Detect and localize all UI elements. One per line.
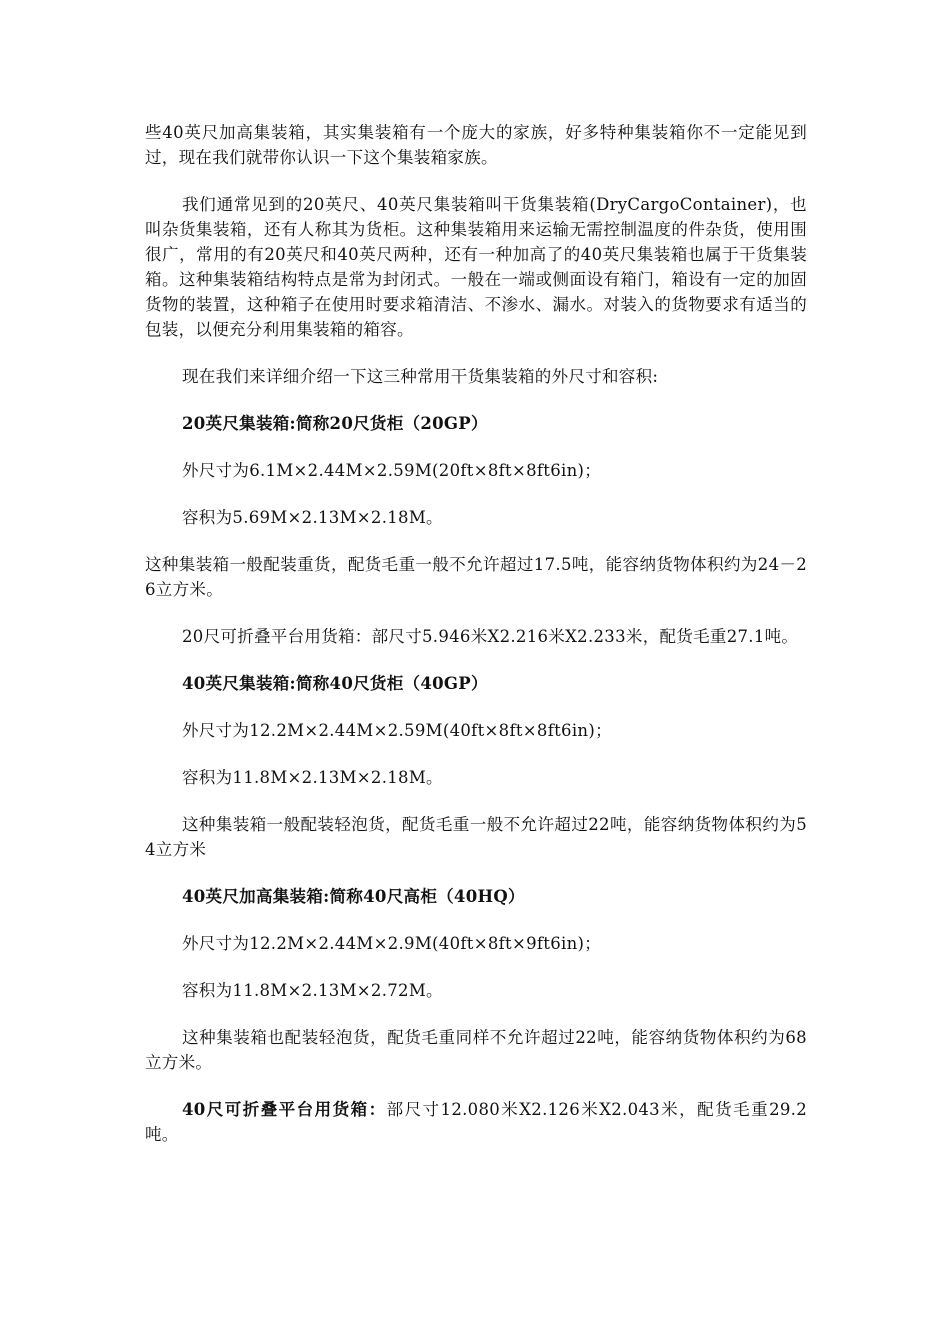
spec-20gp-outer: 外尺寸为6.1M×2.44M×2.59M(20ft×8ft×8ft6in)； — [182, 461, 602, 480]
heading-40hq: 40英尺加高集装箱:简称40尺高柜（40HQ） — [182, 887, 525, 906]
fold-20-paragraph: 20尺可折叠平台用货箱：部尺寸5.946米X2.216米X2.233米，配货毛重27.1吨。 — [182, 627, 799, 646]
section-intro-paragraph: 现在我们来详细介绍一下这三种常用干货集装箱的外尺寸和容积: — [182, 367, 659, 386]
spec-40gp-outer: 外尺寸为12.2M×2.44M×2.59M(40ft×8ft×8ft6in)； — [182, 721, 612, 740]
desc-40hq: 这种集装箱也配装轻泡货，配货毛重同样不允许超过22吨，能容纳货物体积约为68立方米。 — [145, 1028, 807, 1072]
spec-20gp-volume: 容积为5.69M×2.13M×2.18M。 — [182, 508, 443, 527]
intro-continuation-paragraph: 些40英尺加高集装箱，其实集装箱有一个庞大的家族，好多特种集装箱你不一定能见到过，现在我们就带你认识一下这个集装箱家族。 — [145, 123, 807, 167]
desc-40gp: 这种集装箱一般配装轻泡货，配货毛重一般不允许超过22吨，能容纳货物体积约为54立方米 — [145, 815, 807, 859]
heading-40gp: 40英尺集装箱:简称40尺货柜（40GP） — [182, 674, 488, 693]
dry-container-paragraph: 我们通常见到的20英尺、40英尺集装箱叫干货集装箱(DryCargoContainer)，也叫杂货集装箱，还有人称其为货柜。这种集装箱用来运输无需控制温度的件杂货，使用围很广，常用的有20英尺和40英尺两种，还有一种加高了的40英尺集装箱也属于干货集装箱。这种集装箱结构特点是常为封闭式。一般在一端或侧面设有箱门，箱设有一定的加固货物的装置，这种箱子在使用时要求箱清洁、不渗水、漏水。对装入的货物要求有适当的包装，以便充分利用集装箱的箱容。 — [145, 195, 807, 339]
spec-40hq-volume: 容积为11.8M×2.13M×2.72M。 — [182, 981, 443, 1000]
heading-20gp: 20英尺集装箱:简称20尺货柜（20GP） — [182, 414, 488, 433]
document-page — [145, 120, 807, 1147]
fold-40-label: 40尺可折叠平台用货箱： — [182, 1100, 387, 1119]
spec-40gp-volume: 容积为11.8M×2.13M×2.18M。 — [182, 768, 443, 787]
spec-40hq-outer: 外尺寸为12.2M×2.44M×2.9M(40ft×8ft×9ft6in)； — [182, 934, 602, 953]
desc-20gp: 这种集装箱一般配装重货，配货毛重一般不允许超过17.5吨，能容纳货物体积约为24－26立方米。 — [145, 555, 807, 599]
fold-40-paragraph — [145, 1097, 807, 1147]
fold-40-text: 部尺寸12.080米X2.126米X2.043米，配货毛重29.2吨。 — [145, 1100, 808, 1144]
